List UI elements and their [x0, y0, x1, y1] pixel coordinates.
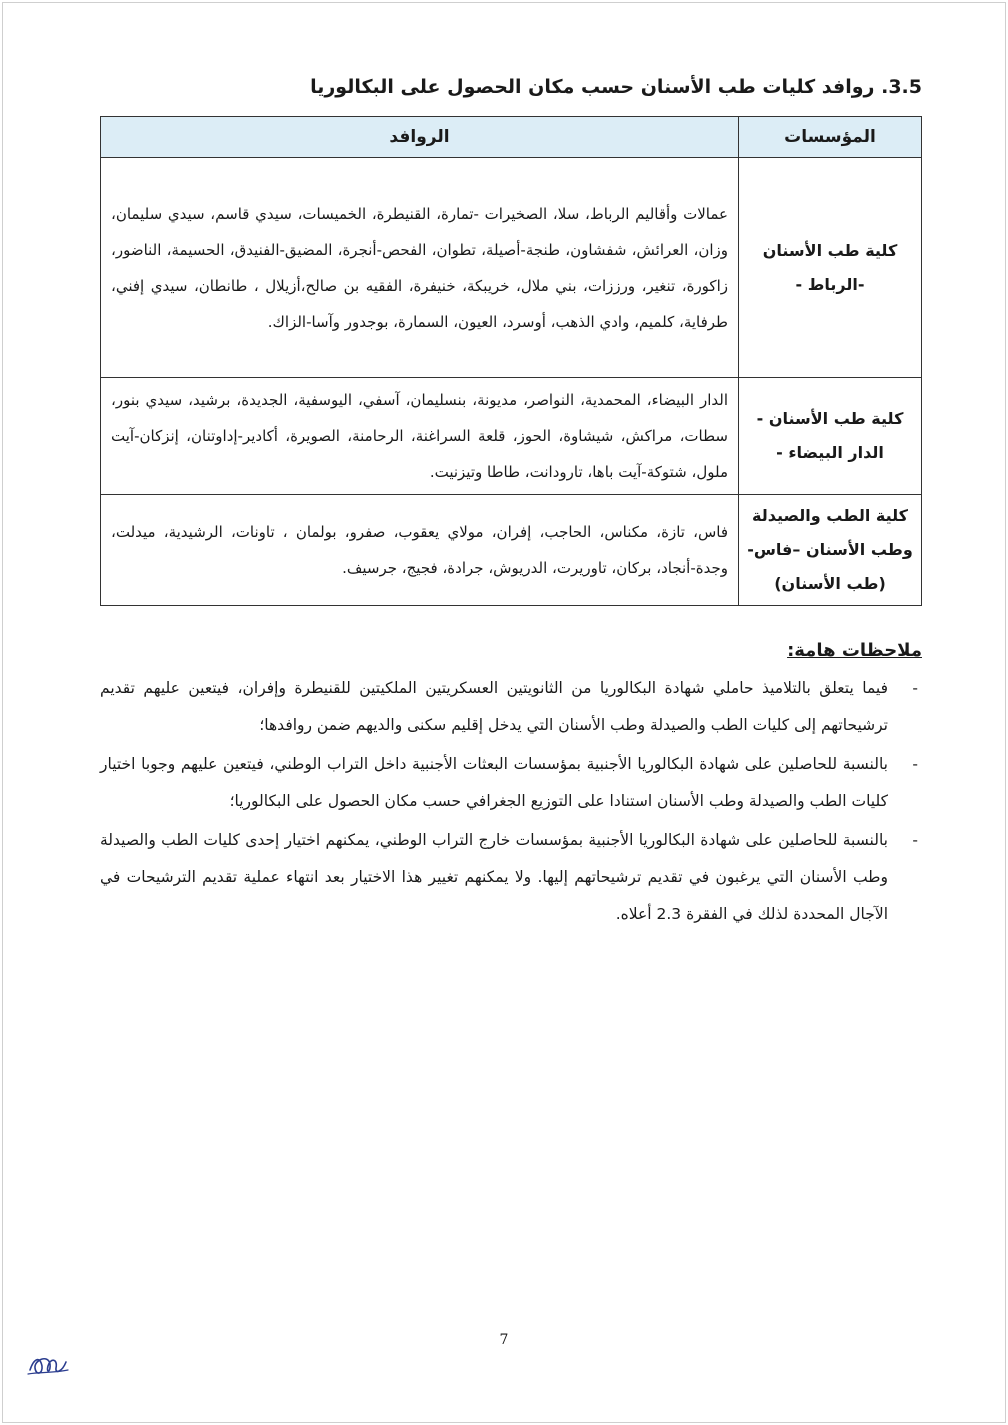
regions-cell: عمالات وأقاليم الرباط، سلا، الصخيرات -تمارة، القنيطرة، الخميسات، سيدي قاسم، سيدي سليمان، وزان، العرائش، شفشاون، طنجة-أصيلة، تطوان، الفحص-أنجرة، المضيق-الفنيدق، الحسيمة، الناضور، زاكورة، تنغير، ورززات، بني ملال، خريبكة، خنيفرة، الفقيه بن صالح،أزيلال ، طانطان، سيدي إفني، طرفاية، كلميم، وادي الذهب، أوسرد، العيون، السمارة، بوجدور وآسا-الزاك. — [101, 158, 739, 378]
institution-cell: كلية طب الأسنان - الدار البيضاء - — [739, 378, 922, 495]
notes-heading: ملاحظات هامة: — [787, 640, 922, 661]
header-institutions: المؤسسات — [739, 117, 922, 158]
list-item — [100, 670, 918, 744]
regions-cell: الدار البيضاء، المحمدية، النواصر، مديونة، بنسليمان، آسفي، اليوسفية، الجديدة، برشيد، سيدي بنور، سطات، مراكش، شيشاوة، الحوز، قلعة السراغنة، الرحامنة، الصويرة، أكادير-إداوتنان، إنزكان-آيت ملول، شتوكة-آيت باها، تارودانت، طاطا وتيزنيت. — [101, 378, 739, 495]
section-title: 3.5. روافد كليات طب الأسنان حسب مكان الحصول على البكالوريا — [310, 76, 922, 98]
table-row — [101, 495, 922, 606]
list-item — [100, 822, 918, 933]
institution-cell: كلية طب الأسنان -الرباط - — [739, 158, 922, 378]
table-row — [101, 158, 922, 378]
table-header-row — [101, 117, 922, 158]
page-number: 7 — [499, 1332, 509, 1348]
bullet-dash: - — [912, 679, 918, 697]
regions-cell: فاس، تازة، مكناس، الحاجب، إفران، مولاي يعقوب، صفرو، بولمان ، تاونات، الرشيدية، ميدلت، وجدة-أنجاد، بركان، تاوريرت، الدريوش، جرادة، فجيج، جرسيف. — [101, 495, 739, 606]
note-text: بالنسبة للحاصلين على شهادة البكالوريا الأجنبية بمؤسسات البعثات الأجنبية داخل التراب الوطني، فيتعين عليهم وجوبا اختيار كليات الطب والصيدلة وطب الأسنان استنادا على التوزيع الجغرافي حسب مكان الحصول على البكالوريا؛ — [100, 755, 888, 810]
note-text: بالنسبة للحاصلين على شهادة البكالوريا الأجنبية بمؤسسات خارج التراب الوطني، يمكنهم اختيار إحدى كليات الطب والصيدلة وطب الأسنان التي يرغبون في تقديم ترشيحاتهم إليها. ولا يمكنهم تغيير هذا الاختيار بعد انتهاء عملية تقديم الترشيحات في الآجال المحددة لذلك في الفقرة 2.3 أعلاه. — [100, 831, 888, 923]
list-item — [100, 746, 918, 820]
handwritten-initials-icon — [26, 1348, 70, 1386]
header-regions: الروافد — [101, 117, 739, 158]
bullet-dash: - — [912, 755, 918, 773]
institution-cell: كلية الطب والصيدلة وطب الأسنان –فاس- (طب الأسنان) — [739, 495, 922, 606]
note-text: فيما يتعلق بالتلاميذ حاملي شهادة البكالوريا من الثانويتين العسكريتين الملكيتين للقنيطرة وإفران، فيتعين عليهم تقديم ترشيحاتهم إلى كليات الطب والصيدلة وطب الأسنان التي يدخل إقليم سكنى والديهم ضمن روافدها؛ — [100, 679, 888, 734]
bullet-dash: - — [912, 831, 918, 849]
page-content — [100, 70, 922, 935]
rawafid-table — [100, 116, 922, 606]
notes-list — [100, 670, 922, 933]
table-row — [101, 378, 922, 495]
